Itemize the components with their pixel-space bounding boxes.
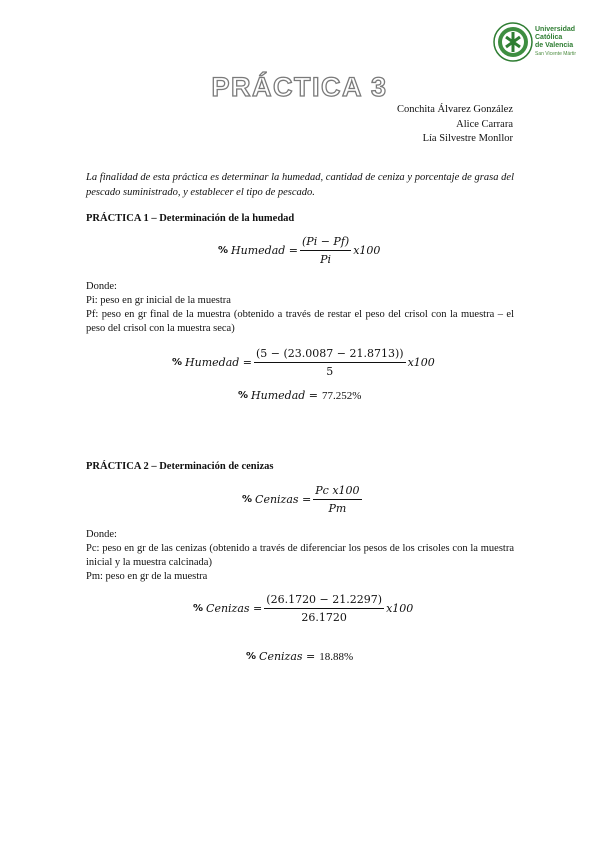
formula-humedad: % Humedad = $\frac{(Pi - Pf)}{Pi}$ x100	[218, 235, 381, 266]
formula-humedad-substituted: % Humedad = $\frac{(5 - (23.0087 - 21.8713))}{5}$ x100	[172, 347, 435, 378]
result-cenizas: % Cenizas = 18.88%	[246, 650, 354, 663]
section-heading-humedad: PRÁCTICA 1 – Determinación de la humedad	[86, 213, 295, 224]
definition-pi: Pi: peso en gr inicial de la muestra	[86, 295, 231, 306]
university-seal-icon	[493, 22, 533, 62]
definition-pc: Pc: peso en gr de las cenizas (obtenido a través de diferenciar los pesos de los crisoles con la muestra inicial y la muestra calcinada)	[86, 543, 514, 568]
university-logo	[493, 22, 593, 68]
donde-label: Donde:	[86, 281, 117, 292]
page-title: PRÁCTICA 3	[211, 72, 388, 102]
author-name: Conchita Álvarez González	[396, 104, 513, 115]
author-list	[397, 103, 513, 147]
donde-label: Donde:	[86, 529, 117, 540]
result-humedad: % Humedad = 77.252%	[238, 389, 362, 402]
formula-cenizas: % Cenizas = $\frac{\text{Pc x100}}{Pm}$	[242, 484, 360, 515]
author-name: Lía Silvestre Monllor	[422, 133, 513, 144]
definition-pm: Pm: peso en gr de la muestra	[86, 571, 208, 582]
formula-cenizas-substituted: % Cenizas = $\frac{(26.1720 - 21.2297)}{26.1720}$ x100	[193, 593, 414, 624]
intro-paragraph: La finalidad de esta práctica es determinar la humedad, cantidad de ceniza y porcentaje de grasa del pescado suministrado, y establecer el tipo de pescado.	[86, 172, 514, 198]
author-name: Alice Carrara	[456, 118, 513, 130]
section-heading-cenizas: PRÁCTICA 2 – Determinación de cenizas	[86, 461, 274, 472]
logo-wordmark: Universidad Católica de Valencia San Vicente Mártir	[535, 26, 577, 57]
definition-pf: Pf: peso en gr final de la muestra (obtenido a través de restar el peso del crisol con la muestra – el peso del crisol con la muestra seca)	[86, 309, 514, 334]
